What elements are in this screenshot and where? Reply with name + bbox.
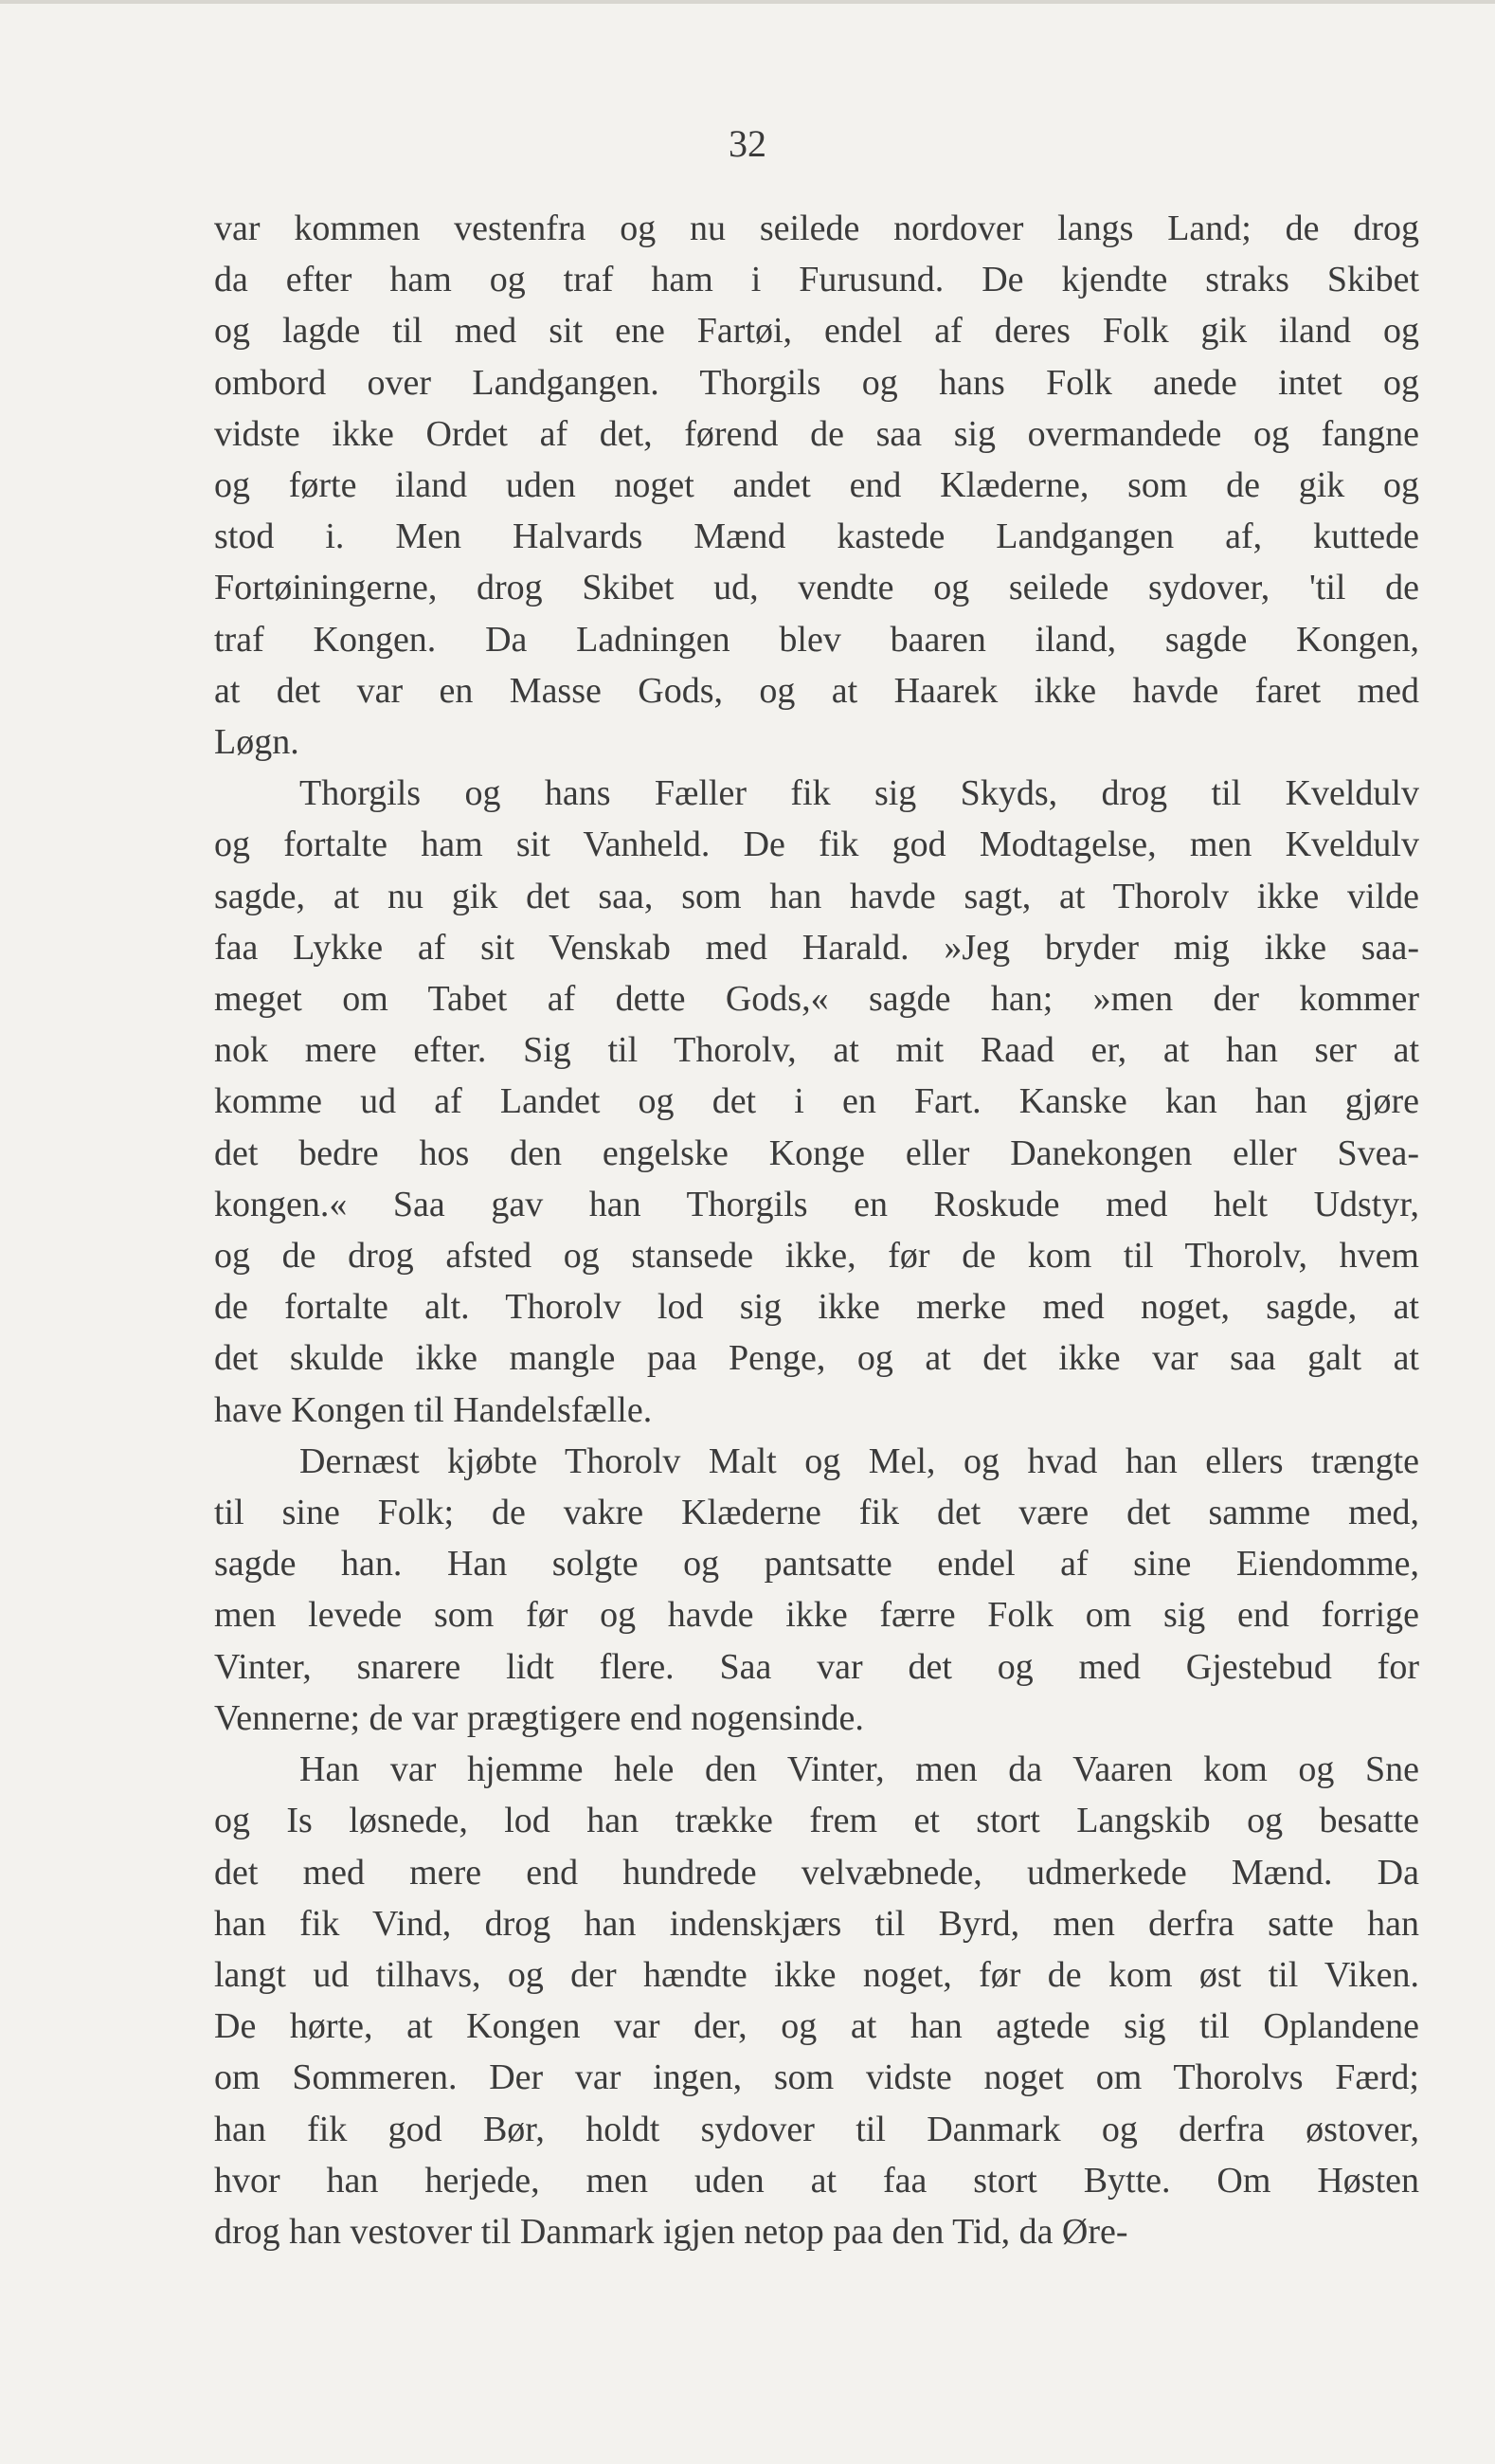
- text-line: men levede som før og havde ikke færre Folk om sig end forrige: [214, 1595, 1419, 1636]
- text-line: Vennerne; de var prægtigere end nogensinde.: [214, 1697, 864, 1738]
- text-line: og fortalte ham sit Vanheld. De fik god Modtagelse, men Kveldulv: [214, 824, 1419, 865]
- text-line: da efter ham og traf ham i Furusund. De kjendte straks Skibet: [214, 260, 1419, 300]
- text-line: Vinter, snarere lidt flere. Saa var det og med Gjestebud for: [214, 1646, 1419, 1687]
- text-line: det skulde ikke mangle paa Penge, og at det ikke var saa galt at: [214, 1338, 1419, 1379]
- text-line: vidste ikke Ordet af det, førend de saa sig overmandede og fangne: [214, 413, 1419, 454]
- page-top-edge: [0, 0, 1495, 4]
- page-number: 32: [729, 122, 766, 165]
- paragraph: [214, 1436, 1419, 1744]
- paragraph: [214, 1744, 1419, 2257]
- text-line: sagde han. Han solgte og pantsatte endel af sine Eiendomme,: [214, 1544, 1419, 1585]
- text-line: meget om Tabet af dette Gods,« sagde han; »men der kommer: [214, 979, 1419, 1020]
- text-line: sagde, at nu gik det saa, som han havde sagt, at Thorolv ikke vilde: [214, 876, 1419, 916]
- text-line: traf Kongen. Da Ladningen blev baaren iland, sagde Kongen,: [214, 619, 1419, 660]
- text-line: han fik Vind, drog han indenskjærs til Byrd, men derfra satte han: [214, 1903, 1419, 1944]
- text-line: komme ud af Landet og det i en Fart. Kanske kan han gjøre: [214, 1081, 1419, 1122]
- paragraph: [214, 768, 1419, 1436]
- text-line: om Sommeren. Der var ingen, som vidste noget om Thorolvs Færd;: [214, 2057, 1419, 2098]
- text-line: det bedre hos den engelske Konge eller Danekongen eller Svea-: [214, 1132, 1419, 1173]
- text-line: Thorgils og hans Fæller fik sig Skyds, drog til Kveldulv: [299, 773, 1419, 814]
- text-line: var kommen vestenfra og nu seilede nordover langs Land; de drog: [214, 208, 1419, 248]
- text-line: drog han vestover til Danmark igjen netop paa den Tid, da Øre-: [214, 2211, 1128, 2252]
- text-line: og førte iland uden noget andet end Klæderne, som de gik og: [214, 465, 1419, 506]
- text-line: kongen.« Saa gav han Thorgils en Roskude med helt Udstyr,: [214, 1184, 1419, 1224]
- text-line: og Is løsnede, lod han trække frem et stort Langskib og besatte: [214, 1801, 1419, 1841]
- text-line: Dernæst kjøbte Thorolv Malt og Mel, og hvad han ellers trængte: [299, 1440, 1419, 1481]
- text-line: stod i. Men Halvards Mænd kastede Landgangen af, kuttede: [214, 516, 1419, 557]
- text-line: Fortøiningerne, drog Skibet ud, vendte og seilede sydover, 'til de: [214, 568, 1419, 608]
- text-line: ombord over Landgangen. Thorgils og hans Folk anede intet og: [214, 362, 1419, 403]
- text-line: de fortalte alt. Thorolv lod sig ikke merke med noget, sagde, at: [214, 1287, 1419, 1328]
- text-line: og lagde til med sit ene Fartøi, endel af deres Folk gik iland og: [214, 311, 1419, 352]
- text-line: hvor han herjede, men uden at faa stort Bytte. Om Høsten: [214, 2160, 1419, 2201]
- body-text: [214, 203, 1419, 2257]
- text-line: faa Lykke af sit Venskab med Harald. »Jeg bryder mig ikke saa-: [214, 927, 1419, 968]
- text-line: han fik god Bør, holdt sydover til Danmark og derfra østover,: [214, 2109, 1419, 2149]
- text-line: og de drog afsted og stansede ikke, før de kom til Thorolv, hvem: [214, 1236, 1419, 1277]
- text-line: have Kongen til Handelsfælle.: [214, 1389, 653, 1430]
- paragraph: [214, 203, 1419, 768]
- text-line: langt ud tilhavs, og der hændte ikke noget, før de kom øst til Viken.: [214, 1954, 1419, 1995]
- text-line: nok mere efter. Sig til Thorolv, at mit Raad er, at han ser at: [214, 1030, 1419, 1071]
- text-line: Løgn.: [214, 722, 299, 763]
- text-line: at det var en Masse Gods, og at Haarek ikke havde faret med: [214, 670, 1419, 711]
- text-line: det med mere end hundrede velvæbnede, udmerkede Mænd. Da: [214, 1852, 1419, 1893]
- text-line: Han var hjemme hele den Vinter, men da Vaaren kom og Sne: [299, 1749, 1419, 1790]
- text-line: til sine Folk; de vakre Klæderne fik det være det samme med,: [214, 1493, 1419, 1533]
- text-line: De hørte, at Kongen var der, og at han agtede sig til Oplandene: [214, 2006, 1419, 2047]
